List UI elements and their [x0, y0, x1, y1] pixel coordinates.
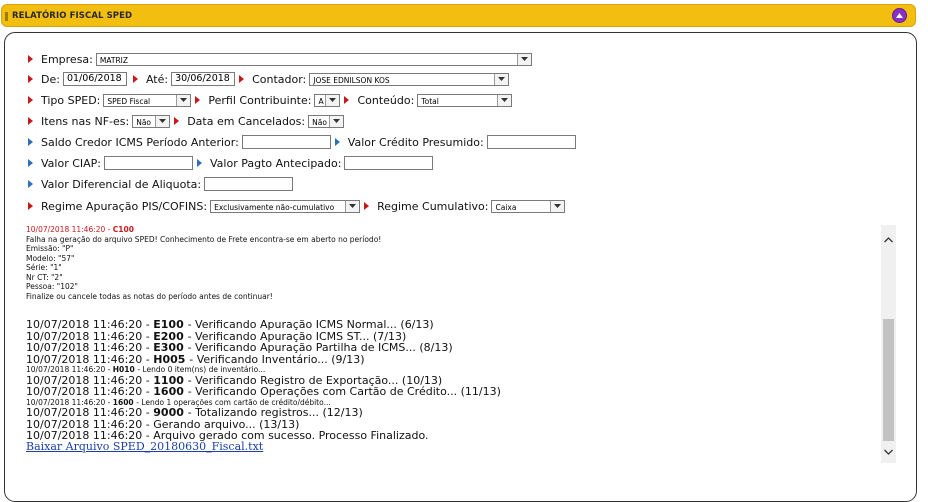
error-code: C100: [112, 225, 134, 234]
log-time: 10/07/2018 11:46:20 -: [26, 385, 154, 398]
pagto-antecipado-input[interactable]: [344, 156, 433, 170]
row-periodo: [28, 71, 509, 87]
error-line: Modelo: "57": [26, 253, 75, 263]
log-code: E300: [153, 341, 188, 354]
conteudo-label: Conteúdo:: [357, 93, 415, 107]
ate-label: Até:: [145, 72, 169, 86]
chevron-down-icon: [494, 74, 508, 85]
collapse-button[interactable]: [892, 8, 907, 23]
credito-presumido-label: Valor Crédito Presumido:: [347, 135, 484, 149]
required-marker-icon: [364, 202, 369, 210]
chevron-down-icon: [517, 54, 531, 65]
log-entry: [26, 386, 881, 398]
required-marker-icon: [174, 117, 179, 125]
itens-nfe-select[interactable]: [132, 115, 170, 128]
download-link[interactable]: Baixar Arquivo SPED_20180630_Fiscal.txt: [26, 439, 264, 453]
log-time: 10/07/2018 11:46:20 -: [26, 352, 154, 366]
error-line: Série: "1": [26, 263, 62, 272]
log-time: 10/07/2018 11:46:20 -: [26, 329, 154, 343]
regime-select-value: Exclusivamente não-cumulativo: [214, 202, 335, 212]
contador-select-value: JOSE EDNILSON KOS: [313, 75, 390, 85]
regime-cumulativo-label: Regime Cumulativo:: [377, 199, 489, 213]
log-time: 10/07/2018 11:46:20 -: [26, 417, 154, 431]
difal-input[interactable]: [204, 177, 293, 191]
log-text: - Verificando Apuração Partilha de ICMS... (8/13): [187, 341, 453, 354]
log-scrollbar[interactable]: [881, 225, 896, 463]
log-text: - Verificando Inventário... (9/13): [189, 352, 365, 366]
optional-marker-icon: [28, 159, 33, 167]
log-time: 10/07/2018 11:46:20 -: [26, 406, 154, 419]
log-time: 10/07/2018 11:46:20 -: [26, 397, 113, 407]
itens-nfe-select-value: Não: [136, 117, 151, 127]
log-entry: [26, 354, 881, 366]
row-difal: [28, 176, 293, 192]
optional-marker-icon: [28, 180, 33, 188]
error-line: Pessoa: "102": [26, 282, 78, 291]
chevron-up-icon: [895, 11, 904, 20]
data-cancelados-label: Data em Cancelados:: [187, 114, 306, 128]
regime-cumulativo-select[interactable]: [491, 200, 565, 213]
log-time: 10/07/2018 11:46:20 -: [26, 365, 113, 374]
row-regime: [28, 198, 565, 214]
empresa-select[interactable]: [96, 53, 532, 66]
chevron-down-icon: [345, 201, 359, 212]
required-marker-icon: [344, 96, 349, 104]
optional-marker-icon: [335, 138, 340, 146]
chevron-down-icon: [176, 95, 190, 106]
log-text: - Totalizando registros... (12/13): [187, 406, 363, 419]
log-time: 10/07/2018 11:46:20 -: [26, 429, 154, 442]
saldo-label: Saldo Credor ICMS Período Anterior:: [41, 135, 239, 149]
required-marker-icon: [195, 96, 200, 104]
required-marker-icon: [28, 55, 33, 63]
required-marker-icon: [133, 75, 138, 83]
scrollbar-thumb[interactable]: [883, 319, 894, 441]
chevron-down-icon: [329, 116, 343, 127]
optional-marker-icon: [28, 138, 33, 146]
log-time: 10/07/2018 11:46:20 -: [26, 373, 154, 387]
error-header: [26, 225, 881, 235]
scroll-up-icon[interactable]: [884, 237, 893, 243]
log-code: 9000: [153, 406, 188, 419]
tipo-sped-select-value: SPED Fiscal: [107, 96, 151, 106]
row-itens: [28, 113, 344, 129]
perfil-select[interactable]: [314, 94, 340, 107]
itens-label: Itens nas NF-es:: [41, 114, 130, 128]
chevron-down-icon: [497, 95, 511, 106]
log-text: Gerando arquivo... (13/13): [153, 417, 300, 431]
tipo-sped-select[interactable]: [103, 94, 191, 107]
chevron-down-icon: [325, 95, 339, 106]
error-lines: [26, 235, 881, 302]
log-code: E100: [153, 318, 188, 331]
chevron-down-icon: [550, 201, 564, 212]
data-cancelados-select-value: Não: [312, 117, 327, 127]
process-log: [26, 225, 881, 468]
chevron-down-icon: [155, 116, 169, 127]
log-entries: [26, 319, 881, 442]
title-bar: [1, 4, 916, 27]
row-saldo: [28, 134, 576, 150]
log-text: - Lendo 0 item(ns) de inventário...: [137, 365, 266, 374]
log-text: - Verificando Operações com Cartão de Crédito... (11/13): [187, 385, 501, 398]
conteudo-select[interactable]: [417, 94, 512, 107]
conteudo-select-value: Total: [421, 96, 439, 106]
error-time: 10/07/2018 11:46:20 -: [26, 225, 111, 234]
log-text: - Verificando Apuração ICMS Normal... (6/13): [187, 318, 434, 331]
difal-label: Valor Diferencial de Aliquota:: [41, 177, 202, 191]
required-marker-icon: [28, 96, 33, 104]
regime-cumulativo-select-value: Caixa: [495, 202, 517, 212]
credito-presumido-input[interactable]: [487, 135, 576, 149]
ciap-label: Valor CIAP:: [41, 156, 102, 170]
log-code: E200: [153, 329, 188, 343]
log-text: - Lendo 1 operações com cartão de crédito/débito...: [136, 397, 331, 407]
log-code: 1600: [112, 397, 137, 407]
log-text: Arquivo gerado com sucesso. Processo Finalizado.: [153, 429, 429, 442]
error-line: Emissão: "P": [26, 244, 74, 253]
title-bar-grip: [5, 12, 8, 21]
log-text: - Verificando Registro de Exportação... (10/13): [187, 373, 443, 387]
empresa-label: Empresa:: [41, 52, 93, 66]
data-cancelados-select[interactable]: [308, 115, 344, 128]
error-line: Falha na geração do arquivo SPED! Conhecimento de Frete encontra-se em aberto no período!: [26, 234, 382, 244]
required-marker-icon: [239, 75, 244, 83]
error-line: Nr CT: "2": [26, 272, 63, 282]
pagto-antecipado-label: Valor Pagto Antecipado:: [210, 156, 342, 170]
log-time: 10/07/2018 11:46:20 -: [26, 341, 154, 354]
regime-label: Regime Apuração PIS/COFINS:: [41, 199, 208, 213]
error-line: Finalize ou cancele todas as notas do período antes de continuar!: [26, 291, 273, 301]
contador-label: Contador:: [252, 72, 307, 86]
empresa-select-value: MATRIZ: [99, 55, 129, 65]
row-tipo: [28, 92, 512, 108]
scroll-down-icon[interactable]: [884, 449, 893, 455]
log-time: 10/07/2018 11:46:20 -: [26, 318, 154, 331]
ciap-input[interactable]: [104, 156, 193, 170]
tipo-label: Tipo SPED:: [41, 93, 101, 107]
log-text: - Verificando Apuração ICMS ST... (7/13): [187, 329, 407, 343]
optional-marker-icon: [197, 159, 202, 167]
log-code: 1100: [153, 373, 188, 387]
perfil-select-value: A: [318, 96, 324, 106]
required-marker-icon: [28, 75, 33, 83]
contador-select[interactable]: [309, 73, 509, 86]
required-marker-icon: [28, 202, 33, 210]
page-title: RELATÓRIO FISCAL SPED: [12, 11, 133, 21]
log-code: 1600: [153, 385, 188, 398]
saldo-credor-input[interactable]: [242, 135, 331, 149]
regime-select[interactable]: [210, 200, 360, 213]
perfil-label: Perfil Contribuinte:: [208, 93, 312, 107]
required-marker-icon: [28, 117, 33, 125]
log-code: H005: [153, 352, 190, 366]
log-code: H010: [112, 365, 138, 374]
date-from-input[interactable]: 01/06/2018: [63, 72, 127, 86]
de-label: De:: [41, 72, 60, 86]
row-ciap: [28, 155, 433, 171]
date-to-input[interactable]: 30/06/2018: [171, 72, 235, 86]
row-empresa: [28, 51, 532, 67]
